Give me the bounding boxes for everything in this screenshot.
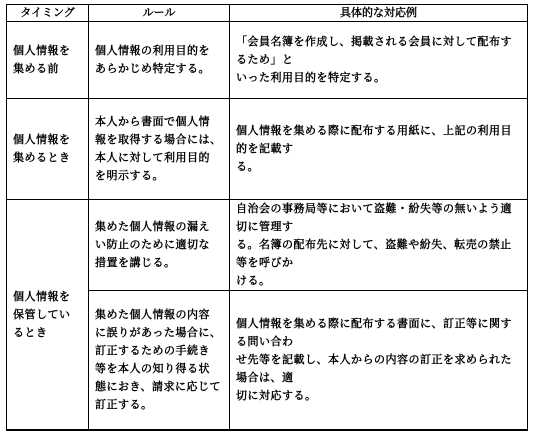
header-row [7,5,528,22]
example-cell: 個人情報を集める際に配布する書面に、訂正等に関する問い合わ せ先等を記載し、本人からの内容の訂正を求められた場合は、適 切に対応する。 [230,291,528,431]
header-timing: タイミング [7,5,89,22]
example-cell: 自治会の事務局等において盗難・紛失等の無いよう適切に管理す る。名簿の配布先に対して、盗難や紛失、転売の禁止等を呼びか ける。 [230,200,528,291]
table-row [7,22,528,99]
rule-cell: 集めた個人情報の内容 に誤りがあった場合に、 訂正するための手続き 等を本人の知り得る状 態におき、請求に応じて 訂正する。 [89,291,230,431]
rule-cell: 本人から書面で個人情 報を取得する場合には、 本人に対して利用目的 を明示する。 [89,99,230,200]
rule-cell: 集めた個人情報の漏え い防止のために適切な 措置を講じる。 [89,200,230,291]
header-example: 具体的な対応例 [230,5,528,22]
example-cell: 個人情報を集める際に配布する用紙に、上記の利用目的を記載す る。 [230,99,528,200]
rules-table [6,4,528,431]
example-cell: 「会員名簿を作成し、掲載される会員に対して配布するため」と いった利用目的を特定する。 [230,22,528,99]
timing-cell: 個人情報を 集める前 [7,22,89,99]
timing-cell: 個人情報を 集めるとき [7,99,89,200]
table-row [7,200,528,291]
rule-cell: 個人情報の利用目的を あらかじめ特定する。 [89,22,230,99]
table-row [7,99,528,200]
header-rule: ルール [89,5,230,22]
timing-cell: 個人情報を 保管してい るとき [7,200,89,431]
